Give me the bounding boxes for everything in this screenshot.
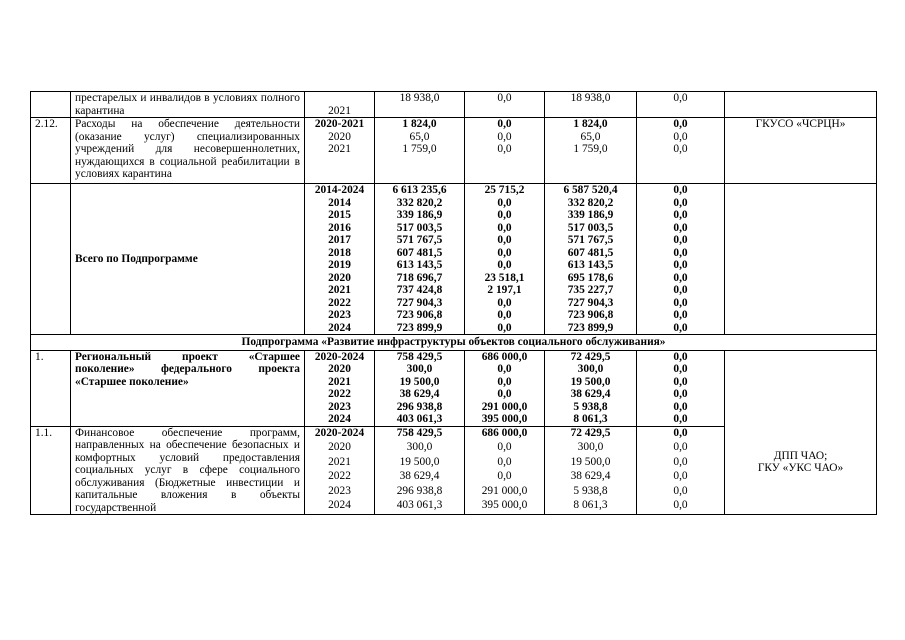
federal-cell: 2 197,1 <box>465 284 545 297</box>
regional-cell: 332 820,2 <box>545 197 637 210</box>
other-cell: 0,0 <box>637 118 725 131</box>
other-cell: 0,0 <box>637 350 725 363</box>
item-name-cell: престарелых и инвалидов в условиях полного карантина <box>71 92 305 118</box>
subprogram-row <box>31 335 877 351</box>
other-cell: 0,0 <box>637 131 725 144</box>
total-cell: 300,0 <box>375 441 465 456</box>
federal-cell: 686 000,0 <box>465 426 545 441</box>
federal-cell: 395 000,0 <box>465 413 545 426</box>
total-cell: 718 696,7 <box>375 272 465 285</box>
federal-cell: 686 000,0 <box>465 350 545 363</box>
item-name-cell: Региональный проект «Старшее поколение» федерального проекта «Старшее поколение» <box>71 350 305 426</box>
total-cell: 1 824,0 <box>375 118 465 131</box>
year-cell: 2021 <box>305 284 375 297</box>
regional-cell: 1 759,0 <box>545 143 637 184</box>
other-cell: 0,0 <box>637 470 725 485</box>
executor-cell <box>725 350 877 515</box>
other-cell: 0,0 <box>637 309 725 322</box>
regional-cell: 72 429,5 <box>545 350 637 363</box>
federal-cell: 0,0 <box>465 143 545 184</box>
other-cell: 0,0 <box>637 426 725 441</box>
year-cell: 2023 <box>305 485 375 500</box>
federal-cell: 0,0 <box>465 322 545 335</box>
table-row <box>31 118 877 131</box>
total-cell: 18 938,0 <box>375 92 465 118</box>
year-cell: 2020 <box>305 441 375 456</box>
regional-cell: 18 938,0 <box>545 92 637 118</box>
federal-cell: 0,0 <box>465 222 545 235</box>
year-cell: 2017 <box>305 234 375 247</box>
total-cell: 19 500,0 <box>375 376 465 389</box>
federal-cell: 25 715,2 <box>465 184 545 197</box>
total-cell: 19 500,0 <box>375 456 465 471</box>
year-cell: 2023 <box>305 401 375 414</box>
budget-table <box>30 91 877 515</box>
executor-cell <box>725 184 877 335</box>
total-cell: 296 938,8 <box>375 401 465 414</box>
federal-cell: 0,0 <box>465 456 545 471</box>
other-cell: 0,0 <box>637 272 725 285</box>
year-cell: 2020-2024 <box>305 426 375 441</box>
year-cell: 2020-2021 <box>305 118 375 131</box>
regional-cell: 723 906,8 <box>545 309 637 322</box>
other-cell: 0,0 <box>637 388 725 401</box>
regional-cell: 6 587 520,4 <box>545 184 637 197</box>
regional-cell: 19 500,0 <box>545 456 637 471</box>
total-cell: 723 899,9 <box>375 322 465 335</box>
total-cell: 38 629,4 <box>375 388 465 401</box>
executor-line: ГКУ «УКС ЧАО» <box>757 462 844 475</box>
federal-cell: 0,0 <box>465 259 545 272</box>
executor-cell: ГКУСО «ЧСРЦН» <box>725 118 877 184</box>
regional-cell: 65,0 <box>545 131 637 144</box>
other-cell: 0,0 <box>637 259 725 272</box>
other-cell: 0,0 <box>637 413 725 426</box>
federal-cell: 0,0 <box>465 92 545 118</box>
total-cell: 607 481,5 <box>375 247 465 260</box>
total-cell: 737 424,8 <box>375 284 465 297</box>
regional-cell: 300,0 <box>545 363 637 376</box>
year-cell: 2022 <box>305 297 375 310</box>
federal-cell: 0,0 <box>465 376 545 389</box>
regional-cell: 72 429,5 <box>545 426 637 441</box>
federal-cell: 291 000,0 <box>465 401 545 414</box>
total-cell: 300,0 <box>375 363 465 376</box>
regional-cell: 19 500,0 <box>545 376 637 389</box>
regional-cell: 300,0 <box>545 441 637 456</box>
table-body <box>31 92 877 515</box>
other-cell: 0,0 <box>637 222 725 235</box>
year-cell: 2024 <box>305 322 375 335</box>
total-cell: 723 906,8 <box>375 309 465 322</box>
federal-cell: 0,0 <box>465 234 545 247</box>
year-cell: 2022 <box>305 470 375 485</box>
other-cell: 0,0 <box>637 441 725 456</box>
federal-cell: 0,0 <box>465 388 545 401</box>
year-cell: 2019 <box>305 259 375 272</box>
year-cell: 2020 <box>305 272 375 285</box>
federal-cell: 291 000,0 <box>465 485 545 500</box>
total-cell: 38 629,4 <box>375 470 465 485</box>
total-cell: 332 820,2 <box>375 197 465 210</box>
other-cell: 0,0 <box>637 485 725 500</box>
other-cell: 0,0 <box>637 247 725 260</box>
federal-cell: 0,0 <box>465 118 545 131</box>
regional-cell: 735 227,7 <box>545 284 637 297</box>
regional-cell: 695 178,6 <box>545 272 637 285</box>
other-cell: 0,0 <box>637 284 725 297</box>
regional-cell: 8 061,3 <box>545 413 637 426</box>
regional-cell: 5 938,8 <box>545 485 637 500</box>
table-row <box>31 184 877 197</box>
other-cell: 0,0 <box>637 143 725 184</box>
year-cell: 2024 <box>305 413 375 426</box>
year-cell: 2015 <box>305 209 375 222</box>
year-cell: 2023 <box>305 309 375 322</box>
total-cell: 339 186,9 <box>375 209 465 222</box>
federal-cell: 23 518,1 <box>465 272 545 285</box>
total-cell: 727 904,3 <box>375 297 465 310</box>
year-cell: 2020 <box>305 363 375 376</box>
regional-cell: 613 143,5 <box>545 259 637 272</box>
total-cell: 517 003,5 <box>375 222 465 235</box>
total-cell: 758 429,5 <box>375 426 465 441</box>
regional-cell: 571 767,5 <box>545 234 637 247</box>
total-label-cell: Всего по Подпрограмме <box>71 184 305 335</box>
total-cell: 1 759,0 <box>375 143 465 184</box>
row-number-cell <box>31 184 71 335</box>
other-cell: 0,0 <box>637 184 725 197</box>
other-cell: 0,0 <box>637 234 725 247</box>
regional-cell: 723 899,9 <box>545 322 637 335</box>
regional-cell: 38 629,4 <box>545 470 637 485</box>
item-name-cell: Финансовое обеспечение программ, направленных на обеспечение безопасных и комфортных условий предоставления социальных услуг в сфере социального обслуживания (Бюджетные инвестиции и капитальные вложения в объекты государственной <box>71 426 305 515</box>
row-number-cell: 1. <box>31 350 71 426</box>
year-cell: 2014 <box>305 197 375 210</box>
total-cell: 758 429,5 <box>375 350 465 363</box>
federal-cell: 0,0 <box>465 309 545 322</box>
other-cell: 0,0 <box>637 376 725 389</box>
item-name-cell: Расходы на обеспечение деятельности (оказание услуг) специализированных учреждений для несовершеннолетних, нуждающихся в социальной реабилитации в условиях карантина <box>71 118 305 184</box>
total-cell: 6 613 235,6 <box>375 184 465 197</box>
executor-line: ДПП ЧАО; <box>773 449 828 462</box>
federal-cell: 0,0 <box>465 297 545 310</box>
regional-cell: 339 186,9 <box>545 209 637 222</box>
federal-cell: 0,0 <box>465 131 545 144</box>
year-cell: 2022 <box>305 388 375 401</box>
federal-cell: 0,0 <box>465 197 545 210</box>
row-number-cell: 2.12. <box>31 118 71 184</box>
year-cell: 2024 <box>305 499 375 514</box>
other-cell: 0,0 <box>637 297 725 310</box>
federal-cell: 0,0 <box>465 470 545 485</box>
federal-cell: 0,0 <box>465 209 545 222</box>
federal-cell: 0,0 <box>465 363 545 376</box>
total-cell: 403 061,3 <box>375 499 465 514</box>
regional-cell: 607 481,5 <box>545 247 637 260</box>
other-cell: 0,0 <box>637 209 725 222</box>
total-cell: 613 143,5 <box>375 259 465 272</box>
regional-cell: 8 061,3 <box>545 499 637 514</box>
year-cell: 2018 <box>305 247 375 260</box>
other-cell: 0,0 <box>637 499 725 514</box>
total-cell: 296 938,8 <box>375 485 465 500</box>
regional-cell: 1 824,0 <box>545 118 637 131</box>
total-cell: 403 061,3 <box>375 413 465 426</box>
year-cell: 2021 <box>305 143 375 184</box>
total-cell: 65,0 <box>375 131 465 144</box>
row-number-cell <box>31 92 71 118</box>
regional-cell: 517 003,5 <box>545 222 637 235</box>
year-cell: 2021 <box>305 92 375 118</box>
regional-cell: 727 904,3 <box>545 297 637 310</box>
other-cell: 0,0 <box>637 197 725 210</box>
other-cell: 0,0 <box>637 363 725 376</box>
year-cell: 2020 <box>305 131 375 144</box>
regional-cell: 5 938,8 <box>545 401 637 414</box>
other-cell: 0,0 <box>637 401 725 414</box>
year-cell: 2016 <box>305 222 375 235</box>
federal-cell: 0,0 <box>465 441 545 456</box>
row-number-cell: 1.1. <box>31 426 71 515</box>
table-row <box>31 92 877 118</box>
subprogram-title: Подпрограмма «Развитие инфраструктуры объектов социального обслуживания» <box>31 335 877 351</box>
table-row <box>31 350 877 363</box>
year-cell: 2020-2024 <box>305 350 375 363</box>
total-cell: 571 767,5 <box>375 234 465 247</box>
other-cell: 0,0 <box>637 456 725 471</box>
other-cell: 0,0 <box>637 322 725 335</box>
regional-cell: 38 629,4 <box>545 388 637 401</box>
other-cell: 0,0 <box>637 92 725 118</box>
budget-table-page <box>30 91 876 515</box>
year-cell: 2014-2024 <box>305 184 375 197</box>
federal-cell: 0,0 <box>465 247 545 260</box>
year-cell: 2021 <box>305 376 375 389</box>
executor-cell <box>725 92 877 118</box>
federal-cell: 395 000,0 <box>465 499 545 514</box>
year-cell: 2021 <box>305 456 375 471</box>
